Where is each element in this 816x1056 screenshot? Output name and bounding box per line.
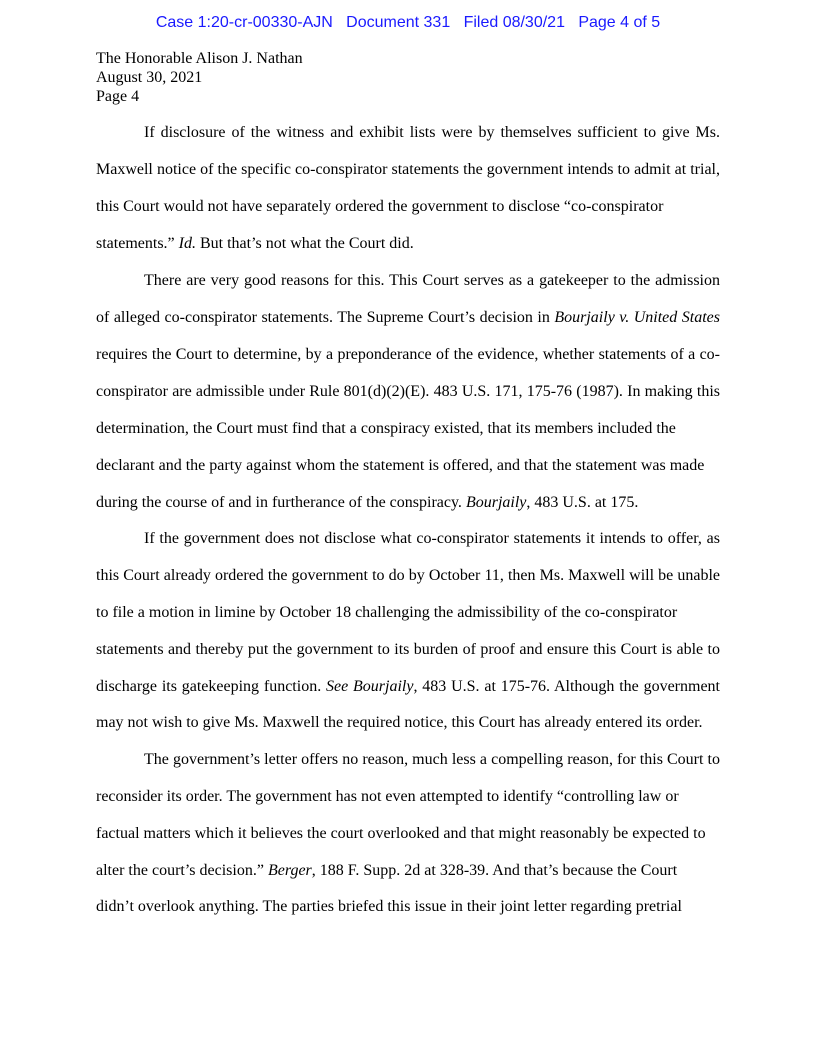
body-line: requires the Court to determine, by a preponderance of the evidence, whether statements of a co-: [96, 346, 720, 363]
body-line: statements and thereby put the government to its burden of proof and ensure this Court is able to: [96, 641, 720, 658]
body-line: discharge its gatekeeping function. See Bourjaily, 483 U.S. at 175-76. Although the government: [96, 678, 720, 695]
body-line: alter the court’s decision.” Berger, 188 F. Supp. 2d at 328-39. And that’s because the Court: [96, 862, 678, 879]
body-line: Maxwell notice of the specific co-conspirator statements the government intends to admit at trial,: [96, 161, 720, 178]
letter-address-block: [96, 49, 303, 106]
body-line: statements.” Id. But that’s not what the Court did.: [96, 235, 414, 252]
body-line: If the government does not disclose what co-conspirator statements it intends to offer, as: [144, 530, 720, 547]
body-line: There are very good reasons for this. This Court serves as a gatekeeper to the admission: [144, 272, 720, 289]
recipient: The Honorable Alison J. Nathan: [96, 50, 303, 67]
body-line: The government’s letter offers no reason, much less a compelling reason, for this Court to: [144, 751, 720, 768]
body-line: conspirator are admissible under Rule 801(d)(2)(E). 483 U.S. 171, 175-76 (1987). In making this: [96, 383, 720, 400]
body-line: determination, the Court must find that a conspiracy existed, that its members included the: [96, 420, 676, 437]
body-line: to file a motion in limine by October 18 challenging the admissibility of the co-conspirator: [96, 604, 678, 621]
page-indicator: Page 4 of 5: [578, 14, 661, 31]
page-number: Page 4: [96, 88, 140, 105]
case-citation: Berger: [267, 862, 312, 879]
ecf-filing-header: [0, 14, 816, 32]
filed-date: Filed 08/30/21: [463, 14, 565, 31]
body-line: may not wish to give Ms. Maxwell the required notice, this Court has already entered its order.: [96, 714, 703, 731]
body-line: declarant and the party against whom the statement is offered, and that the statement was made: [96, 457, 705, 474]
body-line: this Court already ordered the government to do by October 11, then Ms. Maxwell will be unable: [96, 567, 720, 584]
body-line: reconsider its order. The government has not even attempted to identify “controlling law or: [96, 788, 679, 805]
body-line: this Court would not have separately ordered the government to disclose “co-conspirator: [96, 198, 664, 215]
body-line: If disclosure of the witness and exhibit lists were by themselves sufficient to give Ms.: [144, 124, 720, 141]
body-line: of alleged co-conspirator statements. The Supreme Court’s decision in Bourjaily v. United States: [96, 309, 720, 326]
document-number: Document 331: [346, 14, 451, 31]
case-citation: Bourjaily v. United States: [554, 309, 720, 326]
body-line: didn’t overlook anything. The parties briefed this issue in their joint letter regarding pretrial: [96, 898, 682, 915]
body-line: factual matters which it believes the court overlooked and that might reasonably be expected to: [96, 825, 706, 842]
case-number: Case 1:20-cr-00330-AJN: [155, 14, 333, 31]
case-citation: Id.: [178, 235, 196, 252]
body-line: during the course of and in furtherance of the conspiracy. Bourjaily, 483 U.S. at 175.: [96, 494, 639, 511]
case-citation: See Bourjaily: [326, 678, 414, 695]
case-citation: Bourjaily: [465, 494, 527, 511]
letter-date: August 30, 2021: [96, 69, 203, 86]
